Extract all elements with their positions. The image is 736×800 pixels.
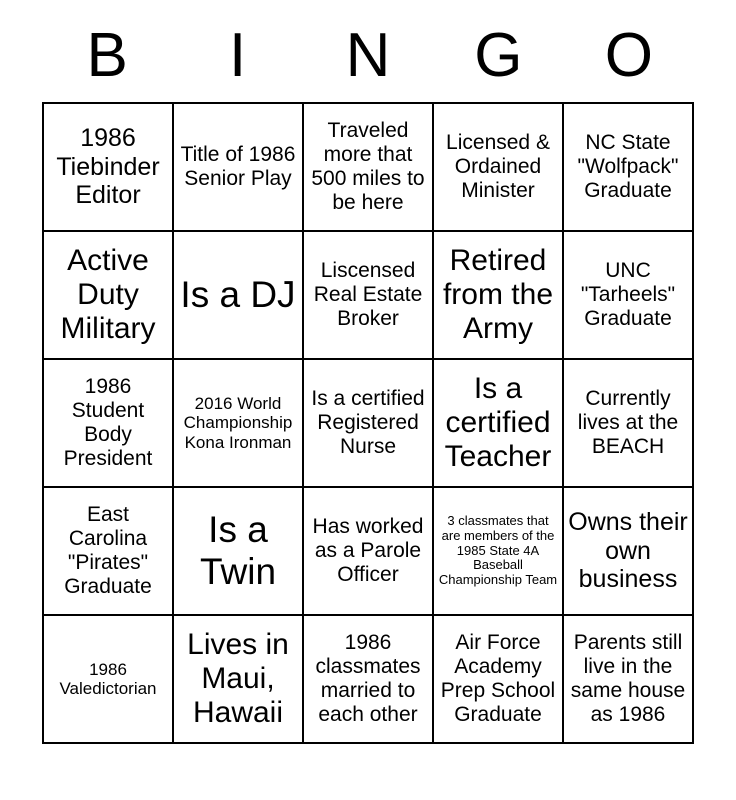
- bingo-cell-text: 3 classmates that are members of the 1985 State 4A Baseball Championship Team: [438, 512, 558, 588]
- bingo-cell[interactable]: [173, 487, 303, 615]
- bingo-cell[interactable]: [43, 487, 173, 615]
- bingo-cell-text: 2016 World Championship Kona Ironman: [183, 393, 293, 452]
- bingo-cell[interactable]: [303, 615, 433, 743]
- bingo-cell[interactable]: [563, 615, 693, 743]
- bingo-header: [42, 0, 694, 94]
- bingo-cell[interactable]: [433, 615, 563, 743]
- bingo-cell-text: 1986 classmates married to each other: [315, 631, 421, 726]
- bingo-row: [43, 487, 693, 615]
- bingo-cell-text: Retired from the Army: [442, 243, 554, 346]
- bingo-cell-text: 1986 Valedictorian: [59, 659, 157, 698]
- bingo-cell-text: Liscensed Real Estate Broker: [313, 259, 423, 330]
- bingo-cell[interactable]: [303, 359, 433, 487]
- bingo-cell-text: Traveled more that 500 miles to be here: [311, 119, 425, 214]
- bingo-cell-text: Active Duty Military: [60, 243, 156, 346]
- bingo-cell-text: Air Force Academy Prep School Graduate: [440, 631, 556, 726]
- bingo-row: [43, 231, 693, 359]
- bingo-letter-n: N: [345, 21, 391, 90]
- bingo-cell-text: Is a certified Registered Nurse: [311, 387, 425, 458]
- bingo-cell-text: Currently lives at the BEACH: [577, 387, 679, 458]
- bingo-grid: [42, 102, 694, 744]
- bingo-cell-text: Has worked as a Parole Officer: [312, 515, 424, 586]
- bingo-cell[interactable]: [433, 103, 563, 231]
- bingo-cell-text: 1986 Tiebinder Editor: [56, 124, 160, 210]
- bingo-letter-i: I: [228, 21, 247, 90]
- bingo-cell-text: Is a certified Teacher: [444, 371, 552, 474]
- bingo-cell[interactable]: [433, 231, 563, 359]
- bingo-cell-text: Lives in Maui, Hawaii: [187, 627, 289, 730]
- bingo-cell-text: Is a Twin: [199, 508, 277, 592]
- bingo-cell-text: Licensed & Ordained Minister: [446, 131, 550, 202]
- bingo-cell[interactable]: [303, 487, 433, 615]
- bingo-cell[interactable]: [173, 231, 303, 359]
- bingo-cell[interactable]: [43, 359, 173, 487]
- bingo-cell-text: Is a DJ: [180, 273, 296, 315]
- bingo-cell-text: East Carolina "Pirates" Graduate: [64, 503, 152, 598]
- bingo-cell-text: 1986 Student Body President: [63, 375, 153, 470]
- bingo-letter-o: O: [604, 21, 653, 90]
- bingo-row: [43, 103, 693, 231]
- bingo-cell-text: Owns their own business: [568, 508, 688, 594]
- bingo-row: [43, 615, 693, 743]
- bingo-cell[interactable]: [173, 359, 303, 487]
- bingo-letter-b: B: [86, 21, 128, 90]
- bingo-cell[interactable]: [173, 615, 303, 743]
- bingo-cell[interactable]: [433, 359, 563, 487]
- bingo-cell[interactable]: [303, 231, 433, 359]
- bingo-cell[interactable]: [43, 103, 173, 231]
- bingo-letter-g: G: [474, 21, 523, 90]
- bingo-cell[interactable]: [433, 487, 563, 615]
- bingo-cell[interactable]: [43, 231, 173, 359]
- bingo-cell-text: Title of 1986 Senior Play: [180, 143, 296, 190]
- bingo-row: [43, 359, 693, 487]
- bingo-cell[interactable]: [303, 103, 433, 231]
- bingo-cell[interactable]: [563, 103, 693, 231]
- bingo-cell-text: UNC "Tarheels" Graduate: [580, 259, 676, 330]
- bingo-cell[interactable]: [563, 487, 693, 615]
- bingo-cell[interactable]: [173, 103, 303, 231]
- bingo-cell[interactable]: [563, 231, 693, 359]
- bingo-cell[interactable]: [563, 359, 693, 487]
- bingo-cell-text: NC State "Wolfpack" Graduate: [577, 131, 679, 202]
- bingo-cell[interactable]: [43, 615, 173, 743]
- bingo-cell-text: Parents still live in the same house as 1986: [570, 631, 686, 726]
